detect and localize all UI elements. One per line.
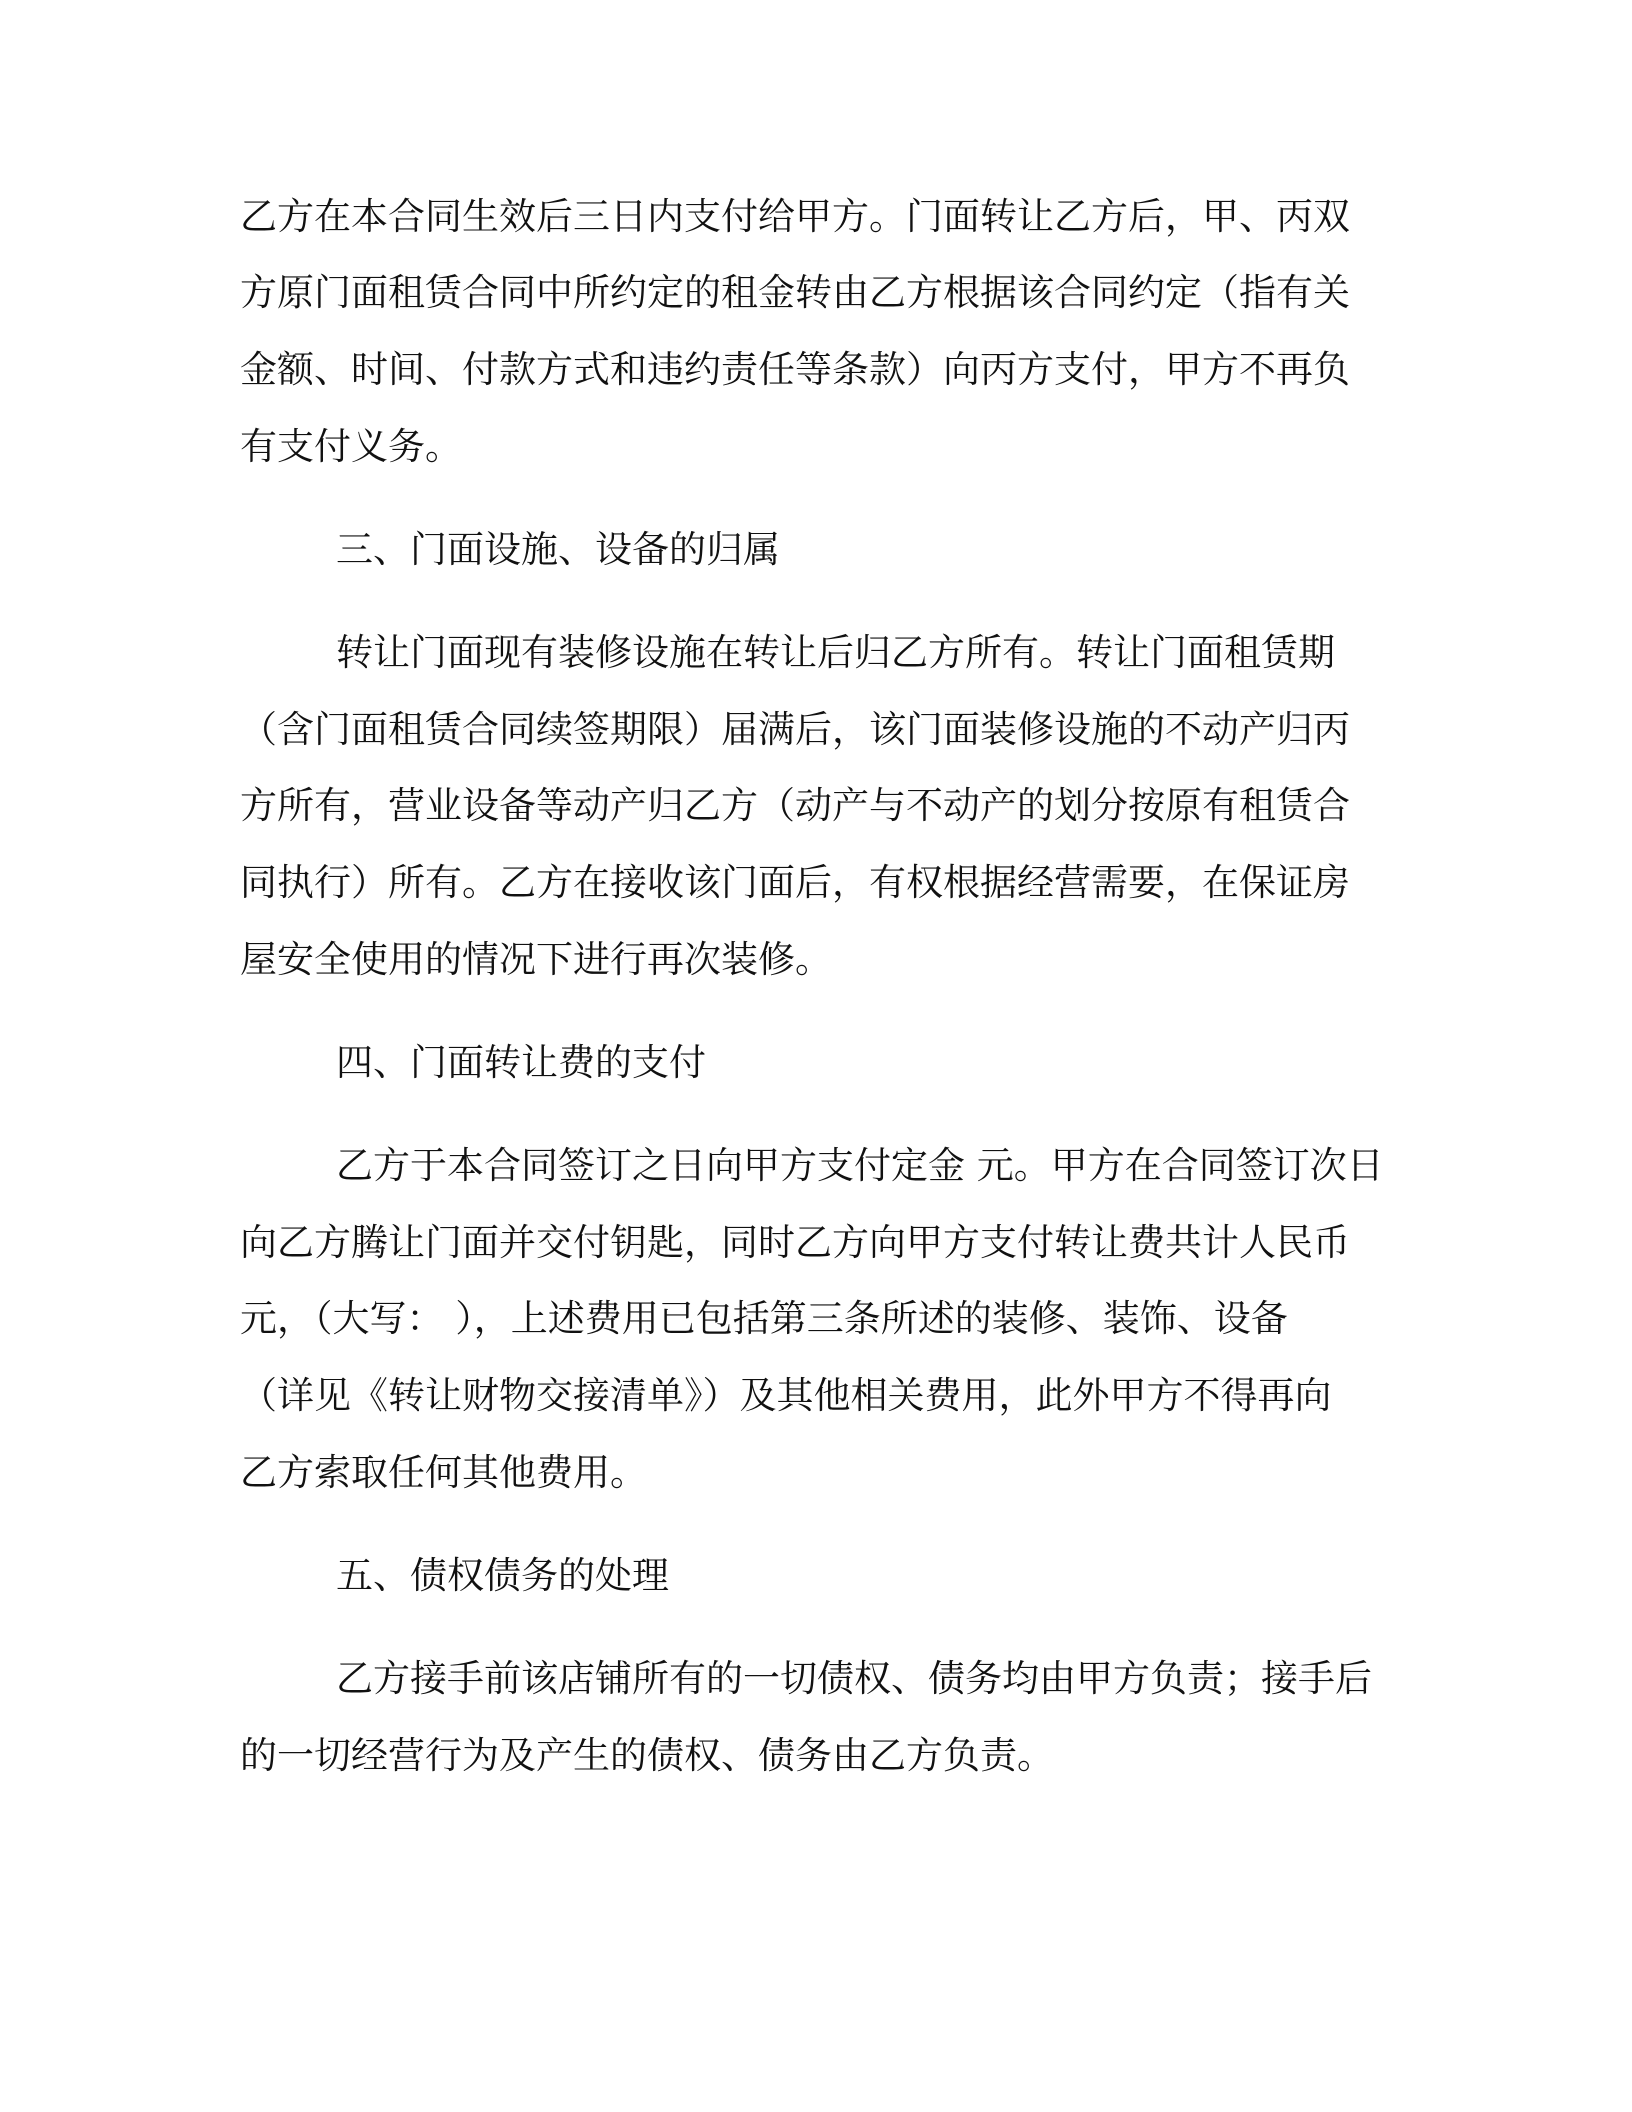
paragraph-line: 向乙方腾让门面并交付钥匙，同时乙方向甲方支付转让费共计人民币	[240, 1221, 1350, 1264]
paragraph-line: 元，（大写： ），上述费用已包括第三条所述的装修、装饰、设备	[240, 1297, 1288, 1340]
paragraph-line: 乙方接手前该店铺所有的一切债权、债务均由甲方负责；接手后	[336, 1657, 1372, 1700]
paragraph-line: （详见《转让财物交接清单》）及其他相关费用，此外甲方不得再向	[240, 1374, 1332, 1417]
paragraph-line: 乙方于本合同签订之日向甲方支付定金 元。甲方在合同签订次日	[336, 1144, 1384, 1187]
paragraph-line: 有支付义务。	[240, 425, 462, 468]
section-heading: 三、门面设施、设备的归属	[336, 528, 780, 571]
paragraph-line: 金额、时间、付款方式和违约责任等条款）向丙方支付，甲方不再负	[240, 348, 1350, 391]
section-heading: 四、门面转让费的支付	[336, 1041, 706, 1084]
paragraph-line: 方原门面租赁合同中所约定的租金转由乙方根据该合同约定（指有关	[240, 271, 1350, 314]
section-heading: 五、债权债务的处理	[336, 1554, 669, 1597]
paragraph-line: 屋安全使用的情况下进行再次装修。	[240, 938, 832, 981]
paragraph-line: 同执行）所有。乙方在接收该门面后，有权根据经营需要，在保证房	[240, 861, 1350, 904]
paragraph-line: 乙方在本合同生效后三日内支付给甲方。门面转让乙方后，甲、丙双	[240, 195, 1350, 238]
paragraph-line: （含门面租赁合同续签期限）届满后，该门面装修设施的不动产归丙	[240, 708, 1350, 751]
paragraph-line: 转让门面现有装修设施在转让后归乙方所有。转让门面租赁期	[336, 631, 1335, 674]
paragraph-line: 的一切经营行为及产生的债权、债务由乙方负责。	[240, 1734, 1054, 1777]
paragraph-line: 乙方索取任何其他费用。	[240, 1451, 647, 1494]
paragraph-line: 方所有，营业设备等动产归乙方（动产与不动产的划分按原有租赁合	[240, 784, 1350, 827]
